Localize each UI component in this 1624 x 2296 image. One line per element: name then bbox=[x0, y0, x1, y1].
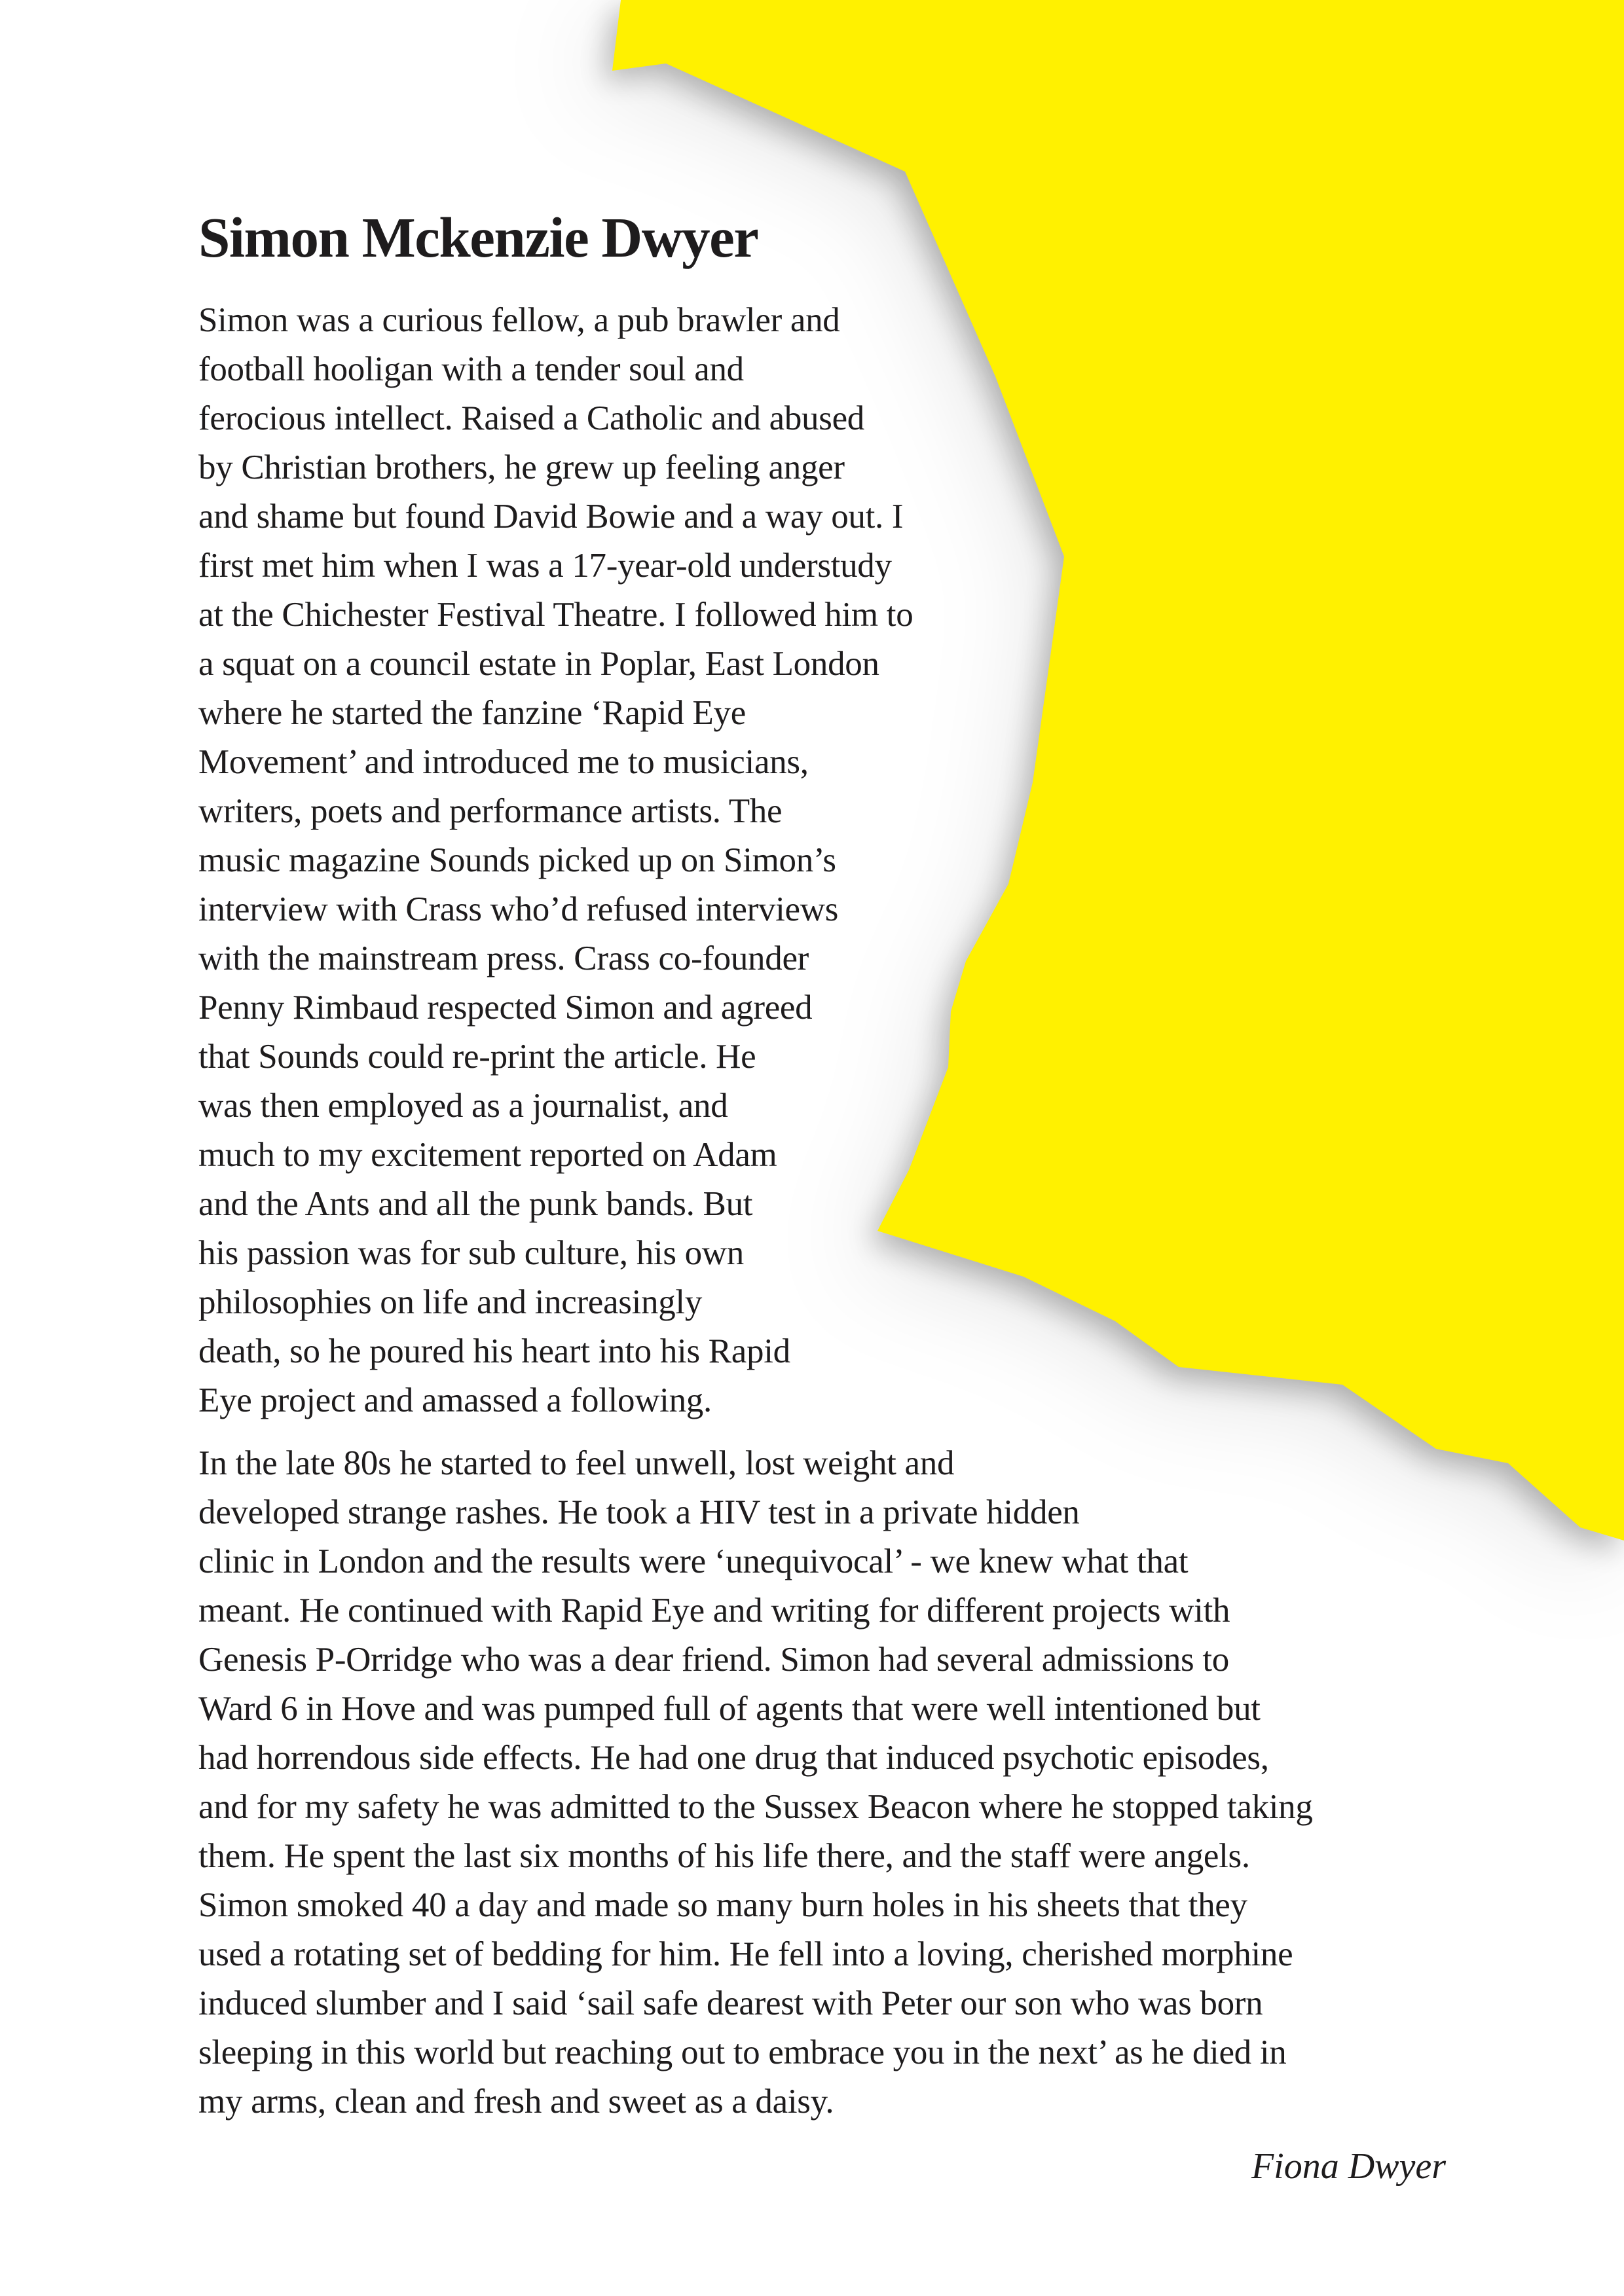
text-line: sleeping in this world but reaching out to embrace you in the next’ as he died in bbox=[198, 2033, 1287, 2071]
text-line: first met him when I was a 17-year-old understudy bbox=[198, 547, 892, 585]
text-line: and shame but found David Bowie and a way out. I bbox=[198, 498, 904, 536]
text-line: meant. He continued with Rapid Eye and writing for different projects with bbox=[198, 1592, 1230, 1630]
text-line: was then employed as a journalist, and bbox=[198, 1087, 728, 1125]
text-line: them. He spent the last six months of his life there, and the staff were angels. bbox=[198, 1837, 1250, 1875]
paragraph-1 bbox=[198, 296, 913, 1425]
text-line: much to my excitement reported on Adam bbox=[198, 1136, 777, 1174]
text-line: and for my safety he was admitted to the Sussex Beacon where he stopped taking bbox=[198, 1788, 1313, 1826]
text-line: interview with Crass who’d refused interviews bbox=[198, 890, 839, 928]
text-line: induced slumber and I said ‘sail safe dearest with Peter our son who was born bbox=[198, 1984, 1263, 2022]
text-line: with the mainstream press. Crass co-founder bbox=[198, 939, 809, 977]
text-line: used a rotating set of bedding for him. He fell into a loving, cherished morphine bbox=[198, 1935, 1293, 1973]
text-line: by Christian brothers, he grew up feeling anger bbox=[198, 448, 845, 486]
text-line: clinic in London and the results were ‘unequivocal’ - we knew what that bbox=[198, 1542, 1189, 1580]
text-line: philosophies on life and increasingly bbox=[198, 1283, 703, 1321]
text-line: In the late 80s he started to feel unwell, lost weight and bbox=[198, 1444, 955, 1482]
text-line: Movement’ and introduced me to musicians, bbox=[198, 743, 809, 781]
paragraph-2 bbox=[198, 1439, 1313, 2126]
text-line: had horrendous side effects. He had one drug that induced psychotic episodes, bbox=[198, 1739, 1269, 1777]
text-line: death, so he poured his heart into his Rapid bbox=[198, 1332, 790, 1370]
text-line: developed strange rashes. He took a HIV test in a private hidden bbox=[198, 1493, 1080, 1531]
text-line: music magazine Sounds picked up on Simon’s bbox=[198, 841, 836, 879]
text-line: and the Ants and all the punk bands. But bbox=[198, 1185, 753, 1223]
text-line: Simon was a curious fellow, a pub brawler and bbox=[198, 301, 840, 339]
page-title: Simon Mckenzie Dwyer bbox=[198, 206, 758, 269]
text-line: Simon smoked 40 a day and made so many burn holes in his sheets that they bbox=[198, 1886, 1247, 1924]
signature: Fiona Dwyer bbox=[1251, 2146, 1446, 2187]
text-line: a squat on a council estate in Poplar, East London bbox=[198, 645, 879, 683]
text-line: Penny Rimbaud respected Simon and agreed bbox=[198, 989, 813, 1027]
text-line: his passion was for sub culture, his own bbox=[198, 1234, 744, 1272]
text-line: that Sounds could re-print the article. He bbox=[198, 1038, 756, 1076]
text-line: Genesis P-Orridge who was a dear friend. Simon had several admissions to bbox=[198, 1641, 1229, 1679]
text-line: writers, poets and performance artists. The bbox=[198, 792, 783, 830]
text-line: Ward 6 in Hove and was pumped full of agents that were well intentioned but bbox=[198, 1690, 1261, 1728]
text-line: football hooligan with a tender soul and bbox=[198, 350, 744, 388]
text-line: my arms, clean and fresh and sweet as a daisy. bbox=[198, 2083, 834, 2121]
text-line: ferocious intellect. Raised a Catholic and abused bbox=[198, 399, 864, 437]
text-line: where he started the fanzine ‘Rapid Eye bbox=[198, 694, 746, 732]
text-line: at the Chichester Festival Theatre. I followed him to bbox=[198, 596, 913, 634]
text-line: Eye project and amassed a following. bbox=[198, 1381, 712, 1419]
